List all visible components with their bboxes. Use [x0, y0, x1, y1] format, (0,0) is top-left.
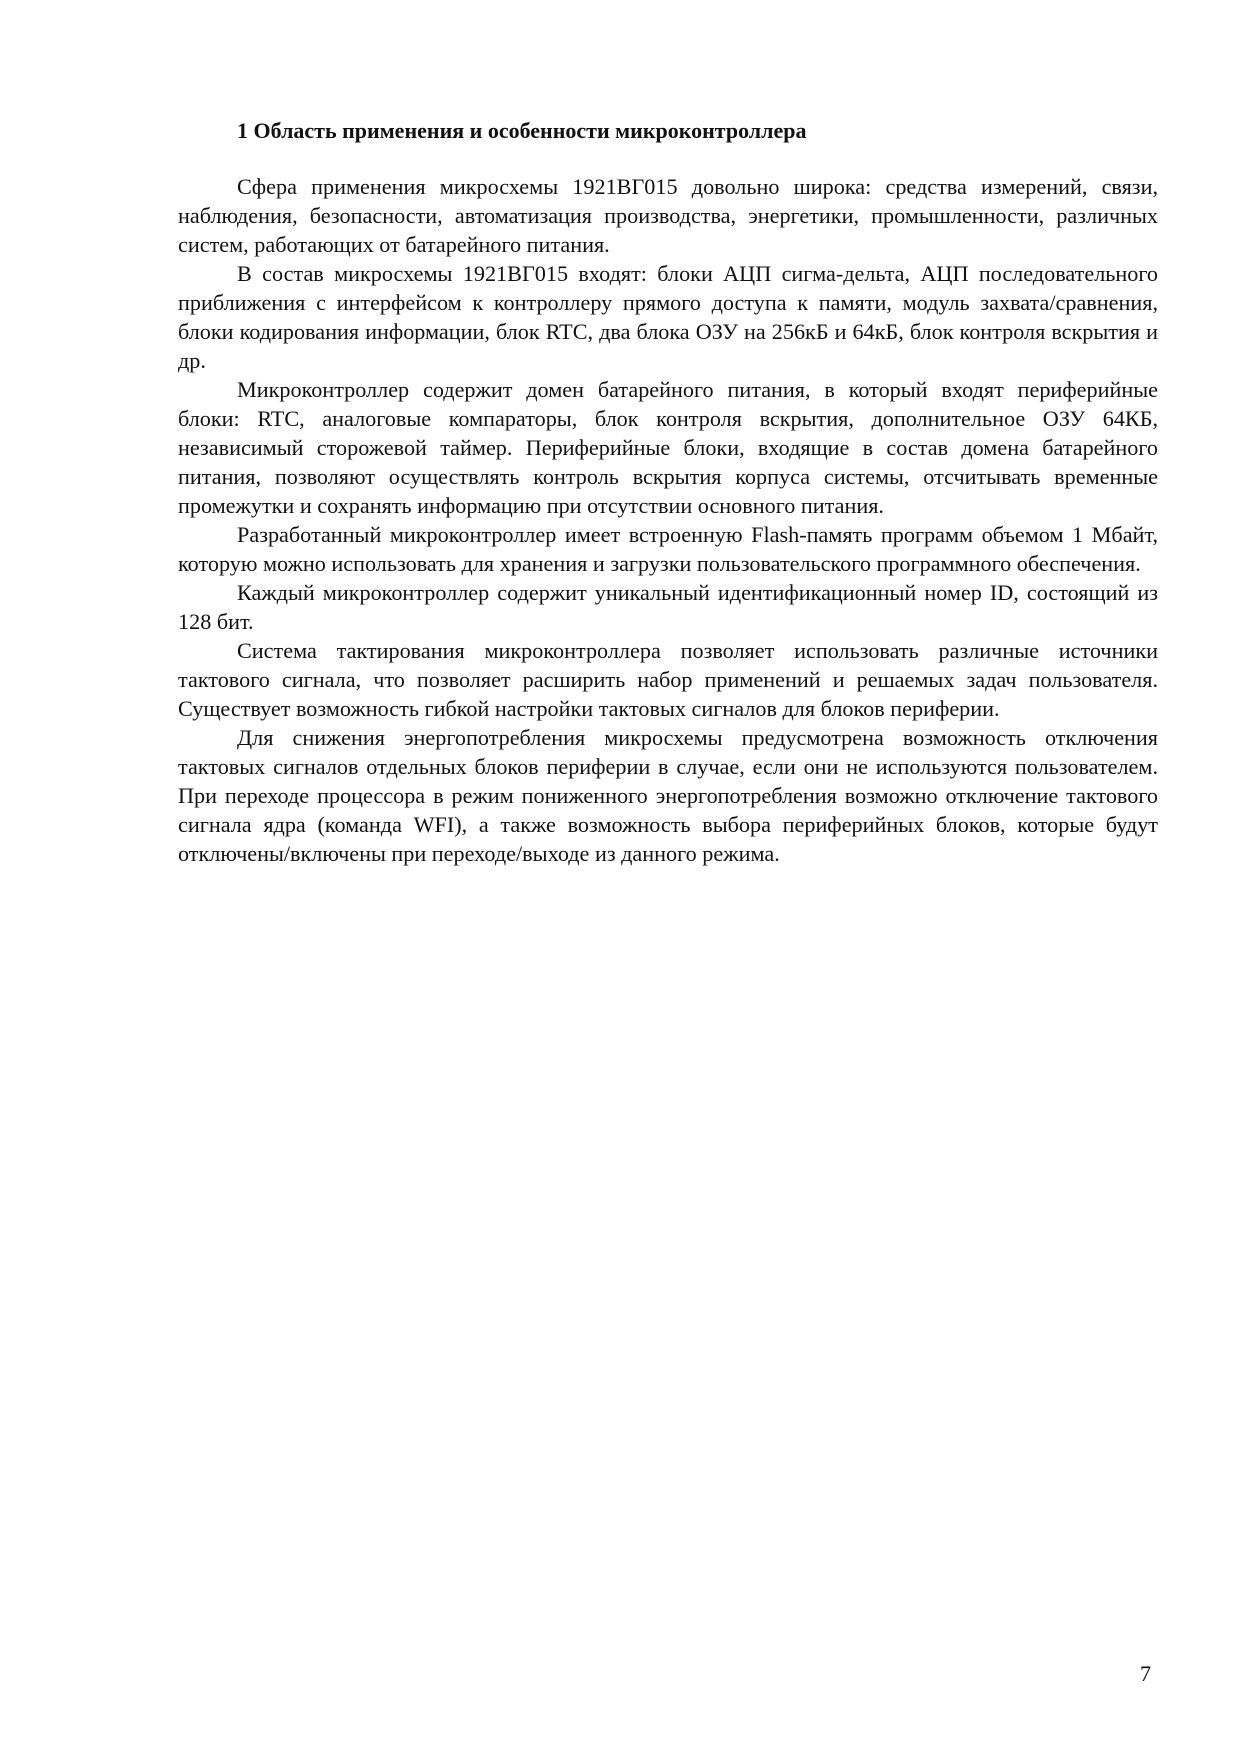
paragraph-application-areas: Сфера применения микросхемы 1921ВГ015 довольно широка: средства измерений, связи, наблюдения, безопасности, автоматизация производства, энергетики, промышленности, различных систем, работающих от батарейного питания. [178, 174, 1158, 257]
page-number: 7 [1140, 1661, 1151, 1686]
paragraph-flash-memory: Разработанный микроконтроллер имеет встроенную Flash-память программ объемом 1 Мбайт, которую можно использовать для хранения и загрузки пользовательского программного обеспечения. [178, 522, 1158, 576]
paragraph-clock-system: Система тактирования микроконтроллера позволяет использовать различные источники тактового сигнала, что позволяет расширить набор применений и решаемых задач пользователя. Существует возможность гибкой настройки тактовых сигналов для блоков периферии. [178, 638, 1158, 721]
paragraph-battery-domain: Микроконтроллер содержит домен батарейного питания, в который входят периферийные блоки: RTC, аналоговые компараторы, блок контроля вскрытия, дополнительное ОЗУ 64КБ, независимый сторожевой таймер. Периферийные блоки, входящие в состав домена батарейного питания, позволяют осуществлять контроль вскрытия корпуса системы, отсчитывать временные промежутки и сохранять информацию при отсутствии основного питания. [178, 377, 1158, 518]
paragraph-composition: В состав микросхемы 1921ВГ015 входят: блоки АЦП сигма-дельта, АЦП последовательного приближения с интерфейсом к контроллеру прямого доступа к памяти, модуль захвата/сравнения, блоки кодирования информации, блок RTC, два блока ОЗУ на 256кБ и 64кБ, блок контроля вскрытия и др. [178, 261, 1158, 373]
paragraph-unique-id: Каждый микроконтроллер содержит уникальный идентификационный номер ID, состоящий из 128 бит. [178, 580, 1158, 634]
section-body [178, 172, 1158, 868]
paragraph-power-saving: Для снижения энергопотребления микросхемы предусмотрена возможность отключения тактовых сигналов отдельных блоков периферии в случае, если они не используются пользователем. При переходе процессора в режим пониженного энергопотребления возможно отключение тактового сигнала ядра (команда WFI), а также возможность выбора периферийных блоков, которые будут отключены/включены при переходе/выходе из данного режима. [178, 725, 1158, 866]
section-heading: 1 Область применения и особенности микроконтроллера [237, 118, 807, 143]
